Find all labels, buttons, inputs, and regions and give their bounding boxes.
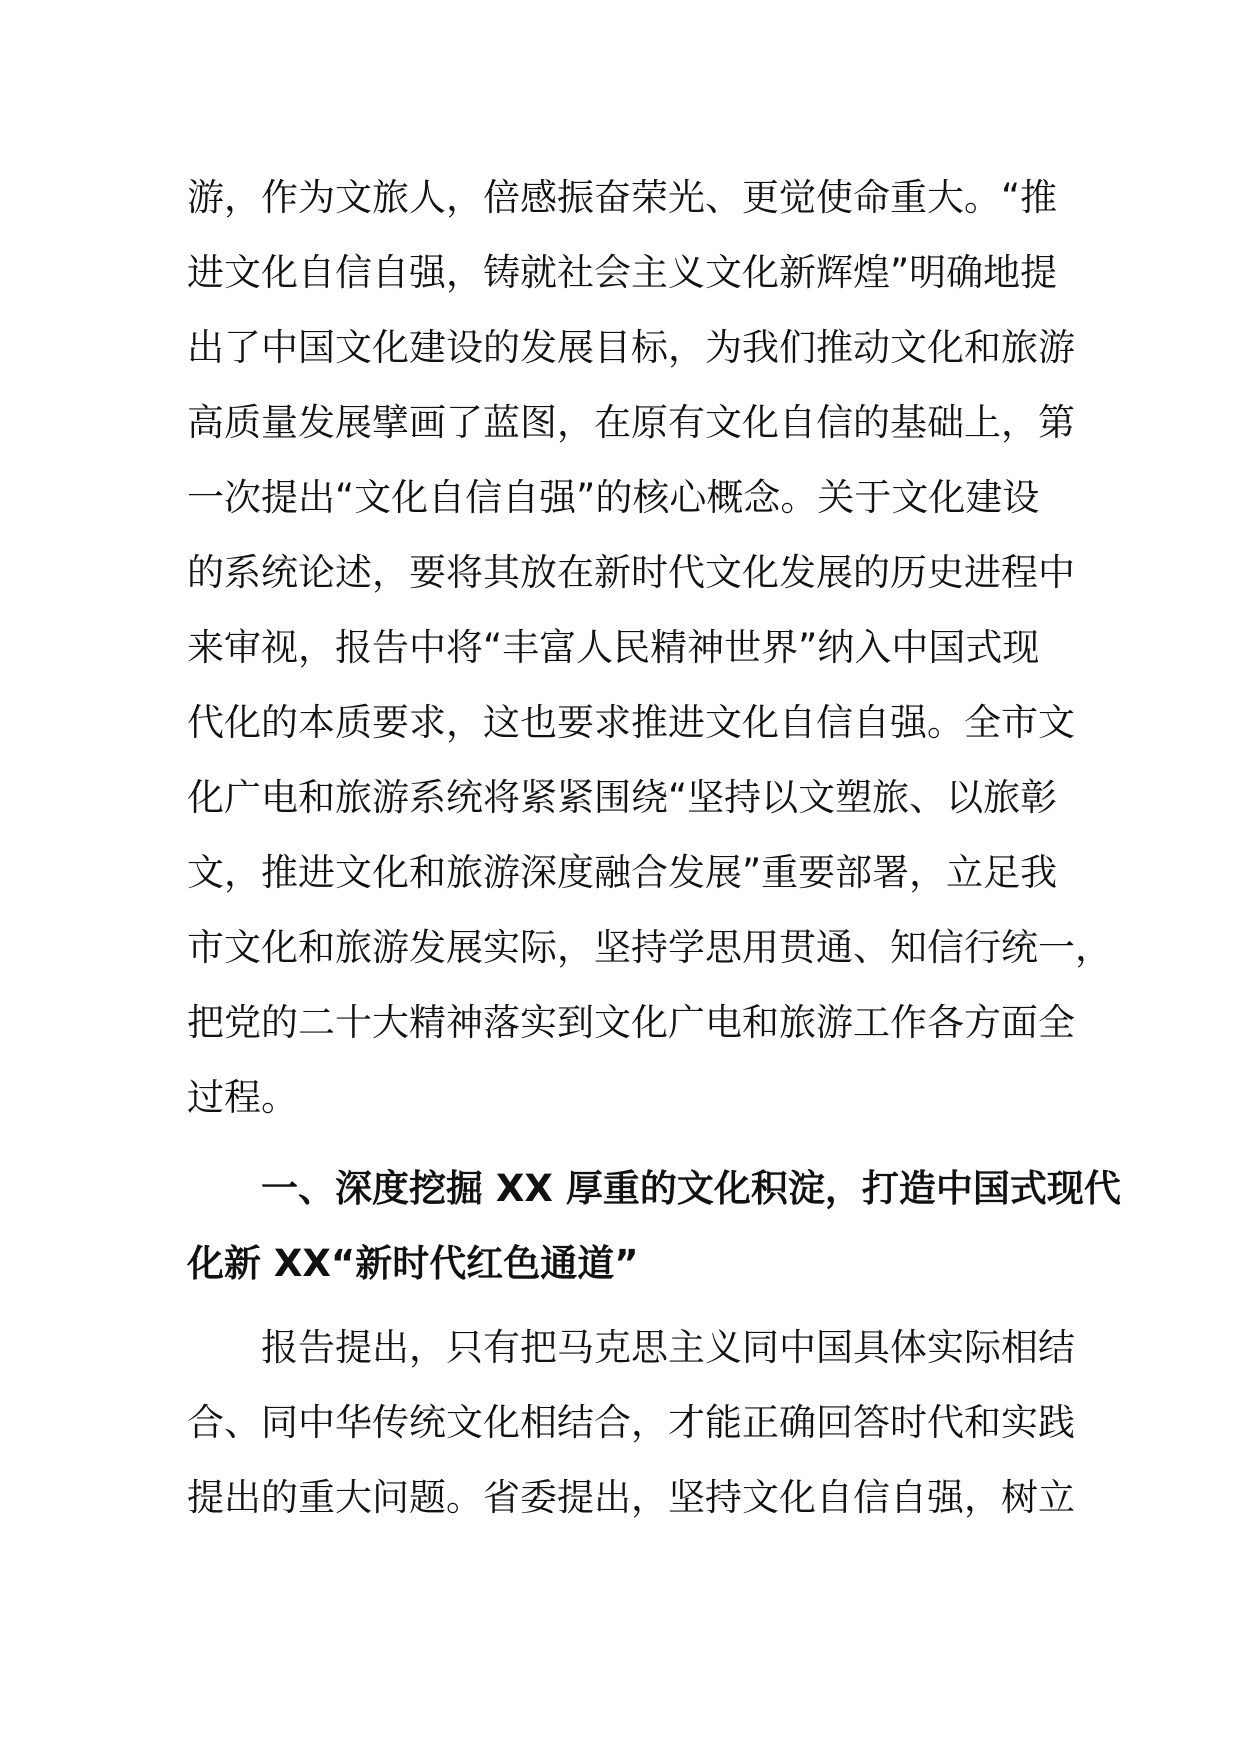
heading-line: 化新 XX“新时代红色通道” (187, 1242, 639, 1285)
text-line: 把党的二十大精神落实到文化广电和旅游工作各方面全 (187, 1001, 1075, 1044)
text-line: 过程。 (187, 1076, 298, 1119)
text-line: 提出的重大问题。省委提出，坚持文化自信自强，树立 (187, 1476, 1075, 1519)
text-line: 出了中国文化建设的发展目标，为我们推动文化和旅游 (187, 326, 1075, 369)
section-heading (187, 1151, 1121, 1301)
body-paragraph (187, 1310, 1075, 1535)
text-line: 报告提出，只有把马克思主义同中国具体实际相结 (261, 1326, 1075, 1369)
heading-line: 一、深度挖掘 XX 厚重的文化积淀，打造中国式现代 (261, 1167, 1121, 1210)
text-line: 一次提出“文化自信自强”的核心概念。关于文化建设 (187, 476, 1040, 519)
text-line: 化广电和旅游系统将紧紧围绕“坚持以文塑旅、以旅彰 (187, 776, 1058, 819)
body-paragraph (187, 160, 1112, 1135)
text-line: 的系统论述，要将其放在新时代文化发展的历史进程中 (187, 551, 1075, 594)
text-line: 进文化自信自强，铸就社会主义文化新辉煌”明确地提 (187, 251, 1058, 294)
text-line: 合、同中华传统文化相结合，才能正确回答时代和实践 (187, 1401, 1075, 1444)
text-line: 文，推进文化和旅游深度融合发展”重要部署，立足我 (187, 851, 1058, 894)
text-line: 高质量发展擘画了蓝图，在原有文化自信的基础上，第 (187, 401, 1075, 444)
text-line: 代化的本质要求，这也要求推进文化自信自强。全市文 (187, 701, 1075, 744)
text-line: 市文化和旅游发展实际，坚持学思用贯通、知信行统一， (187, 926, 1112, 969)
text-line: 来审视，报告中将“丰富人民精神世界”纳入中国式现 (187, 626, 1040, 669)
text-line: 游，作为文旅人，倍感振奋荣光、更觉使命重大。“推 (187, 176, 1058, 219)
